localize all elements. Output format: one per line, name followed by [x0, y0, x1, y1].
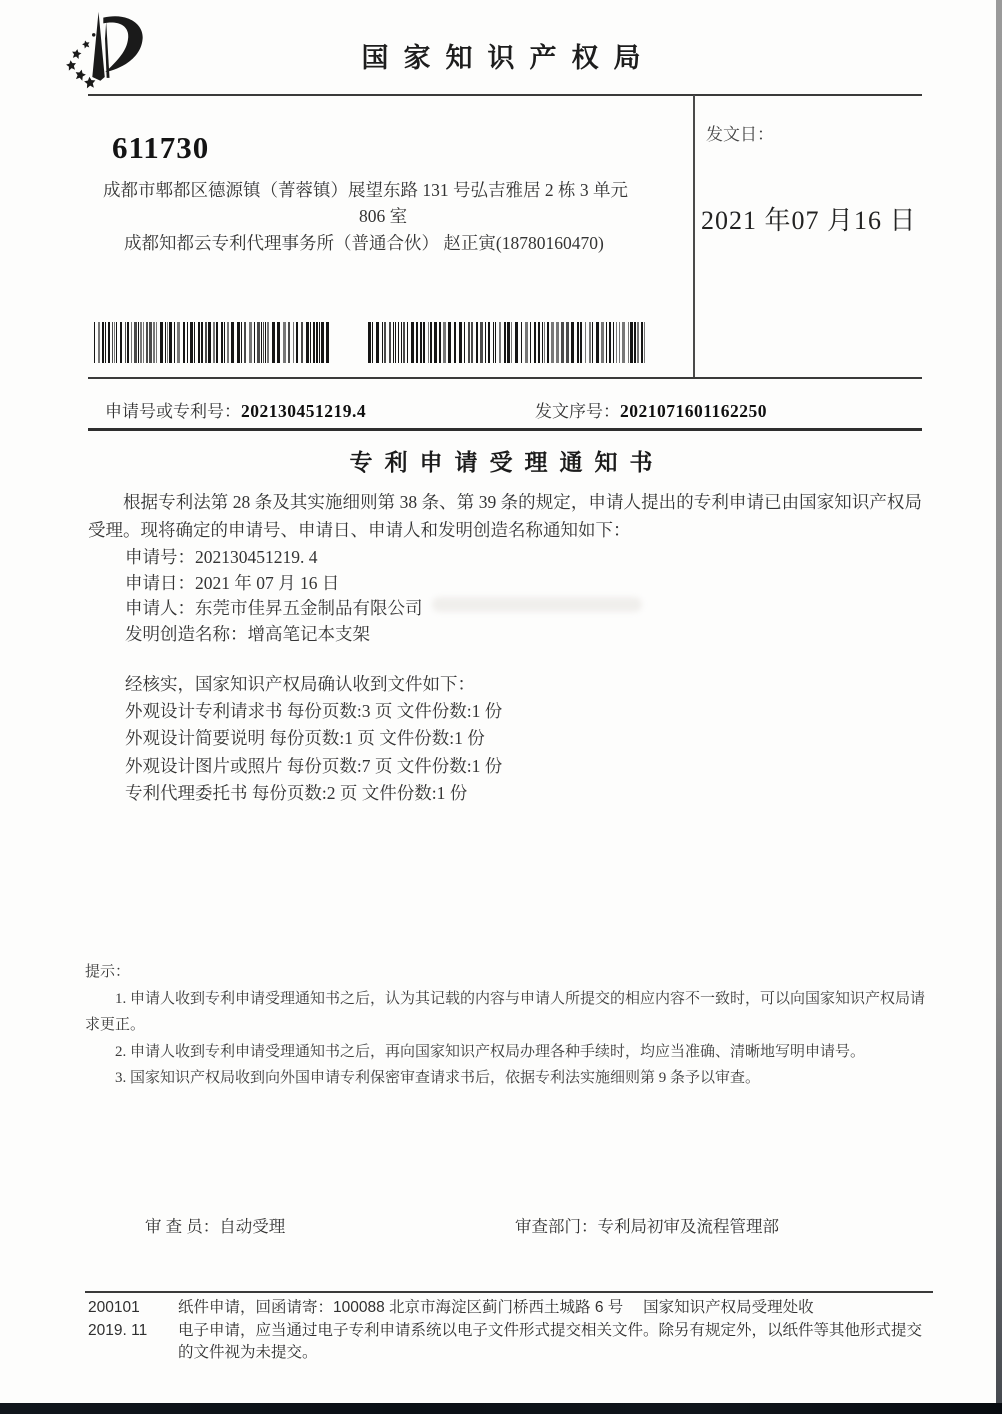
confirmation-line: 经核实，国家知识产权局确认收到文件如下：: [125, 674, 475, 694]
examiner-label: 审 查 员：: [145, 1217, 220, 1236]
agency-title: 国家知识产权局: [361, 43, 656, 73]
field-application-number: 申请号：202130451219. 4: [125, 547, 318, 567]
received-documents: [125, 671, 502, 807]
notice-intro: 根据专利法第 28 条及其实施细则第 38 条、第 39 条的规定，申请人提出的专利申请已由国家知识产权局受理。现将确定的申请号、申请日、申请人和发明创造名称通知如下：: [88, 492, 922, 540]
address-line-2: 806 室: [358, 206, 408, 226]
dispatch-date-value: 2021 年07 月16 日: [701, 206, 917, 235]
serial-number-value: 2021071601162250: [620, 401, 768, 421]
notice-fields: [125, 545, 423, 647]
scan-smudge: [432, 597, 642, 612]
footer-rule: [85, 1291, 933, 1293]
notice-title: 专利申请受理通知书: [349, 450, 665, 475]
department-value: 专利局初审及流程管理部: [597, 1217, 779, 1236]
barcode-section-rule: [88, 377, 922, 379]
document-line: 外观设计图片或照片 每份页数:7 页 文件份数:1 份: [125, 755, 503, 776]
address-line-1: 成都市郫都区德源镇（菁蓉镇）展望东路 131 号弘吉雅居 2 栋 3 单元: [103, 180, 628, 200]
header-rule: [88, 94, 922, 96]
dispatch-box-divider: [693, 95, 695, 378]
field-application-date: 申请日：2021 年 07 月 16 日: [125, 572, 340, 593]
footer-paper-line: 纸件申请，回函请寄：100088 北京市海淀区蓟门桥西土城路 6 号 国家知识产权局受理处收: [178, 1299, 814, 1316]
hint-item: 1. 申请人收到专利申请受理通知书之后，认为其记载的内容与申请人所提交的相应内容不一致时，可以向国家知识产权局请求更正。: [85, 990, 926, 1033]
examiner-value: 自动受理: [219, 1217, 286, 1236]
footer-electronic-line: 电子申请，应当通过电子专利申请系统以电子文件形式提交相关文件。除另有规定外，以纸件等其他形式提交的文件视为未提交。: [178, 1321, 923, 1361]
dispatch-date-label: 发文日：: [706, 125, 774, 144]
hint-item: 3. 国家知识产权局收到向外国申请专利保密审查请求书后，依据专利法实施细则第 9 条予以审查。: [115, 1070, 761, 1086]
document-line: 外观设计专利请求书 每份页数:3 页 文件份数:1 份: [125, 701, 503, 722]
hint-item: 2. 申请人收到专利申请受理通知书之后，再向国家知识产权局办理各种手续时，均应当准确、清晰地写明申请号。: [115, 1043, 866, 1060]
application-number-label: 申请号或专利号：: [105, 402, 241, 421]
hints-section: [85, 959, 925, 1092]
document-line: 专利代理委托书 每份页数:2 页 文件份数:1 份: [125, 782, 468, 803]
barcode-left: [94, 322, 330, 363]
department-label: 审查部门：: [515, 1217, 598, 1236]
scan-edge-right: [996, 0, 1002, 1414]
field-applicant: 申请人：东莞市佳昇五金制品有限公司: [125, 598, 423, 618]
hints-label: 提示：: [85, 964, 131, 980]
barcode-right: [368, 322, 649, 363]
postal-code: 611730: [112, 130, 210, 165]
application-number-value: 202130451219.4: [241, 401, 367, 421]
agent-line: 成都知都云专利代理事务所（普通合伙） 赵正寅(18780160470): [124, 233, 604, 253]
form-date: 2019. 11: [88, 1321, 148, 1339]
serial-number-label: 发文序号：: [535, 402, 620, 421]
form-code: 200101: [88, 1299, 140, 1316]
document-line: 外观设计简要说明 每份页数:1 页 文件份数:1 份: [125, 728, 485, 749]
scan-edge-bottom: [0, 1403, 1002, 1414]
field-invention-title: 发明创造名称：增高笔记本支架: [125, 623, 370, 644]
title-section-rule: [88, 428, 922, 431]
